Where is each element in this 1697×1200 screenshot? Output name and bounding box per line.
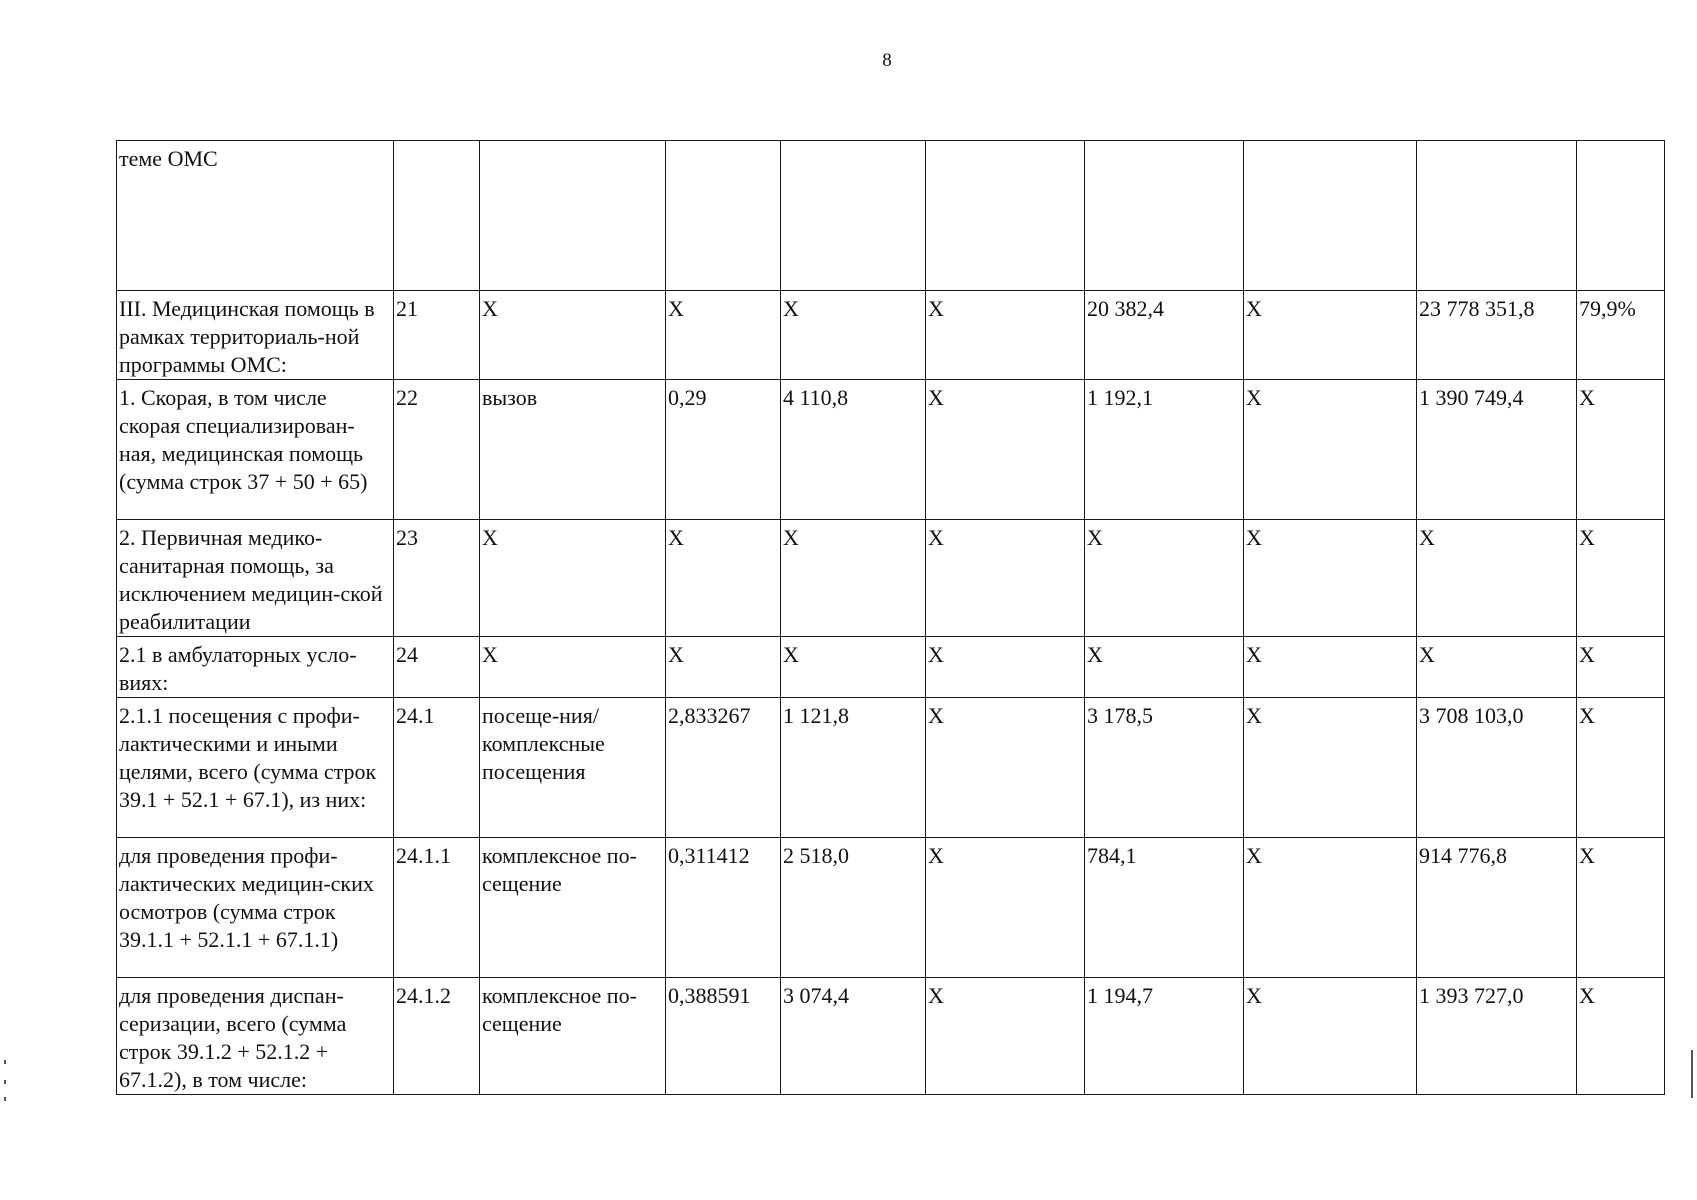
- value-cell: X: [926, 978, 1085, 1095]
- value-cell: 0,388591: [666, 978, 781, 1095]
- value-cell: X: [781, 520, 926, 637]
- row-label: 2.1 в амбулаторных усло-виях:: [117, 637, 394, 698]
- value-cell: 23 778 351,8: [1417, 291, 1577, 380]
- table-row: [117, 698, 1665, 838]
- value-cell: X: [1244, 520, 1417, 637]
- value-cell: X: [666, 637, 781, 698]
- value-cell: [781, 141, 926, 291]
- unit-cell: комплексное по-сещение: [480, 978, 666, 1095]
- scan-mark-right: [1691, 1050, 1693, 1098]
- scan-mark-left: [4, 1097, 6, 1101]
- table-row: [117, 520, 1665, 637]
- row-code: 24: [394, 637, 480, 698]
- value-cell: [666, 141, 781, 291]
- value-cell: X: [1417, 637, 1577, 698]
- page-number: 8: [882, 50, 892, 71]
- value-cell: X: [1577, 698, 1665, 838]
- value-cell: [1244, 141, 1417, 291]
- value-cell: 3 178,5: [1085, 698, 1244, 838]
- value-cell: [1577, 141, 1665, 291]
- unit-cell: [480, 141, 666, 291]
- value-cell: X: [1244, 978, 1417, 1095]
- value-cell: X: [1577, 978, 1665, 1095]
- table-row: [117, 291, 1665, 380]
- scan-mark-left: [4, 1060, 6, 1064]
- row-label: 1. Скорая, в том числе скорая специализирован-ная, медицинская помощь (сумма строк 37 + 50 + 65): [117, 380, 394, 520]
- value-cell: 3 708 103,0: [1417, 698, 1577, 838]
- row-code: 24.1.2: [394, 978, 480, 1095]
- value-cell: 1 192,1: [1085, 380, 1244, 520]
- value-cell: 4 110,8: [781, 380, 926, 520]
- value-cell: X: [781, 637, 926, 698]
- value-cell: 3 074,4: [781, 978, 926, 1095]
- value-cell: X: [926, 698, 1085, 838]
- row-code: 23: [394, 520, 480, 637]
- value-cell: X: [926, 637, 1085, 698]
- value-cell: 2,833267: [666, 698, 781, 838]
- value-cell: [1417, 141, 1577, 291]
- row-code: 22: [394, 380, 480, 520]
- value-cell: 2 518,0: [781, 838, 926, 978]
- value-cell: X: [1577, 520, 1665, 637]
- row-label: для проведения диспан-серизации, всего (сумма строк 39.1.2 + 52.1.2 + 67.1.2), в том числе:: [117, 978, 394, 1095]
- value-cell: 79,9%: [1577, 291, 1665, 380]
- value-cell: X: [1244, 838, 1417, 978]
- unit-cell: X: [480, 637, 666, 698]
- value-cell: 784,1: [1085, 838, 1244, 978]
- row-code: 24.1: [394, 698, 480, 838]
- value-cell: X: [1244, 380, 1417, 520]
- value-cell: [926, 141, 1085, 291]
- table-row: [117, 141, 1665, 291]
- value-cell: 1 121,8: [781, 698, 926, 838]
- value-cell: X: [926, 291, 1085, 380]
- table-row: [117, 637, 1665, 698]
- row-label: теме ОМС: [117, 141, 394, 291]
- value-cell: 1 194,7: [1085, 978, 1244, 1095]
- value-cell: X: [1085, 520, 1244, 637]
- row-label: III. Медицинская помощь в рамках территориаль-ной программы ОМС:: [117, 291, 394, 380]
- value-cell: X: [1417, 520, 1577, 637]
- unit-cell: вызов: [480, 380, 666, 520]
- value-cell: X: [781, 291, 926, 380]
- row-code: 21: [394, 291, 480, 380]
- row-code: 24.1.1: [394, 838, 480, 978]
- value-cell: X: [1244, 291, 1417, 380]
- value-cell: 1 393 727,0: [1417, 978, 1577, 1095]
- value-cell: X: [926, 838, 1085, 978]
- value-cell: 1 390 749,4: [1417, 380, 1577, 520]
- value-cell: X: [1244, 698, 1417, 838]
- value-cell: 0,29: [666, 380, 781, 520]
- value-cell: X: [1577, 838, 1665, 978]
- value-cell: X: [1085, 637, 1244, 698]
- value-cell: X: [666, 520, 781, 637]
- table-row: [117, 978, 1665, 1095]
- data-table: [116, 140, 1665, 1095]
- table-row: [117, 838, 1665, 978]
- table-row: [117, 380, 1665, 520]
- row-label: 2. Первичная медико-санитарная помощь, за исключением медицин-ской реабилитации: [117, 520, 394, 637]
- value-cell: [1085, 141, 1244, 291]
- value-cell: 0,311412: [666, 838, 781, 978]
- scan-mark-left: [4, 1080, 6, 1084]
- row-label: для проведения профи-лактических медицин-ских осмотров (сумма строк 39.1.1 + 52.1.1 + 67.1.1): [117, 838, 394, 978]
- value-cell: X: [1577, 637, 1665, 698]
- row-code: [394, 141, 480, 291]
- value-cell: X: [926, 380, 1085, 520]
- row-label: 2.1.1 посещения с профи-лактическими и иными целями, всего (сумма строк 39.1 + 52.1 + 67.1), из них:: [117, 698, 394, 838]
- unit-cell: X: [480, 520, 666, 637]
- value-cell: X: [926, 520, 1085, 637]
- value-cell: X: [666, 291, 781, 380]
- value-cell: 914 776,8: [1417, 838, 1577, 978]
- value-cell: X: [1577, 380, 1665, 520]
- unit-cell: посеще-ния/комплексные посещения: [480, 698, 666, 838]
- unit-cell: X: [480, 291, 666, 380]
- value-cell: X: [1244, 637, 1417, 698]
- unit-cell: комплексное по-сещение: [480, 838, 666, 978]
- value-cell: 20 382,4: [1085, 291, 1244, 380]
